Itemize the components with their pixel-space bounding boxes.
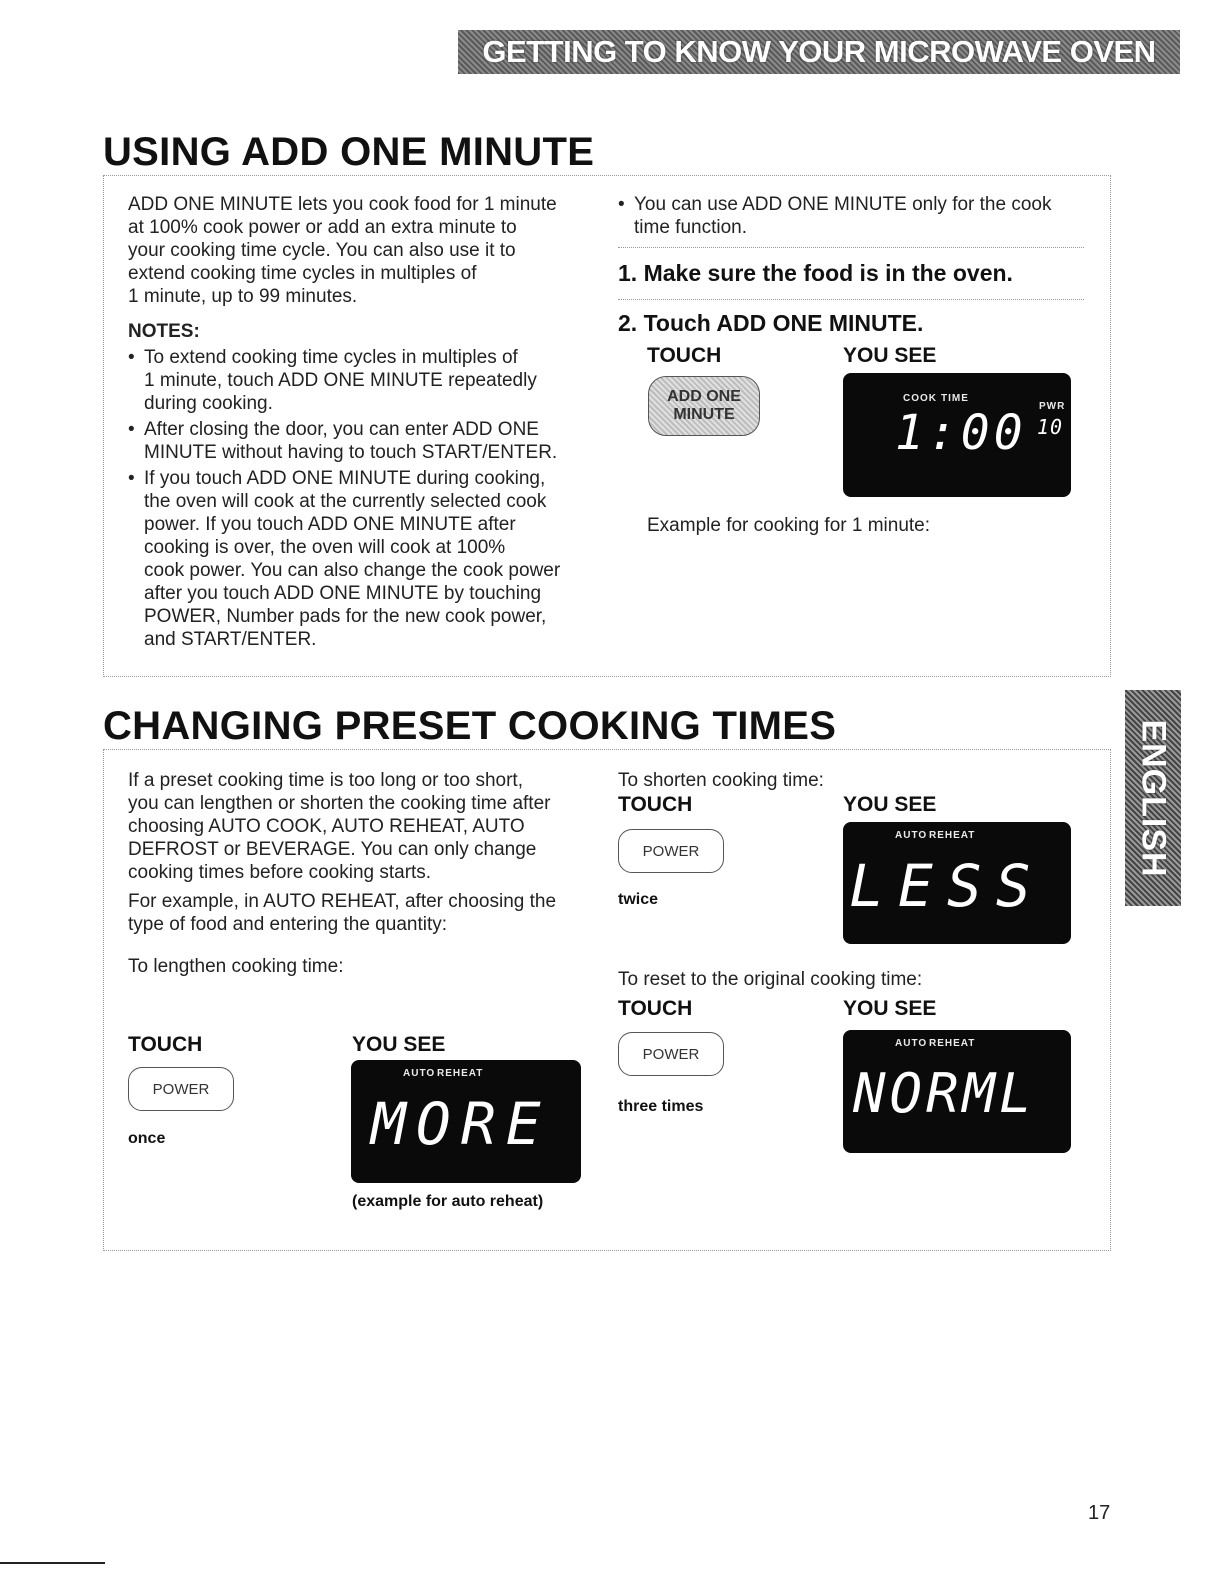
intro-line: 1 minute, up to 99 minutes. xyxy=(128,286,358,307)
display-auto-label: AUTO xyxy=(895,1038,928,1049)
intro-line: For example, in AUTO REHEAT, after choosing the xyxy=(128,891,557,912)
language-label: ENGLISH xyxy=(1134,718,1173,878)
display-time-label: TIME xyxy=(941,393,969,404)
note-line: power. If you touch ADD ONE MINUTE after xyxy=(144,514,516,535)
power-button[interactable] xyxy=(618,829,724,873)
power-button-label: POWER xyxy=(152,1080,210,1098)
step-1: 1. Make sure the food is in the oven. xyxy=(618,260,1013,286)
note-item xyxy=(128,418,598,464)
touch-label: TOUCH xyxy=(647,344,722,367)
preset-example-intro xyxy=(128,890,598,936)
note-line: the oven will cook at the currently selected cook xyxy=(144,491,547,512)
display-auto-label: AUTO xyxy=(895,830,928,841)
intro-line: choosing AUTO COOK, AUTO REHEAT, AUTO xyxy=(128,816,525,837)
once-caption: once xyxy=(128,1130,166,1147)
intro-line: If a preset cooking time is too long or too short, xyxy=(128,770,523,791)
display-less-value: LESS xyxy=(849,852,1045,920)
three-times-caption: three times xyxy=(618,1098,704,1115)
note-line: MINUTE without having to touch START/ENTER. xyxy=(144,442,558,463)
power-button[interactable] xyxy=(618,1032,724,1076)
lengthen-label: To lengthen cooking time: xyxy=(128,956,344,977)
note-line: during cooking. xyxy=(144,393,273,414)
you-see-label: YOU SEE xyxy=(843,344,937,367)
banner-title: GETTING TO KNOW YOUR MICROWAVE OVEN xyxy=(482,34,1156,69)
add-one-minute-intro xyxy=(128,193,598,308)
display-more xyxy=(351,1060,581,1183)
display-reheat-label: REHEAT xyxy=(437,1068,484,1079)
note-line: time function. xyxy=(634,217,747,238)
display-power-value: 10 xyxy=(1037,415,1064,439)
note-item xyxy=(128,467,598,651)
example-caption: (example for auto reheat) xyxy=(352,1193,544,1210)
display-normal xyxy=(843,1030,1071,1153)
add-one-minute-heading: USING ADD ONE MINUTE xyxy=(103,130,595,174)
language-side-tab xyxy=(1125,690,1181,906)
intro-line: at 100% cook power or add an extra minute to xyxy=(128,217,517,238)
example-text: Example for cooking for 1 minute: xyxy=(647,515,931,536)
note-line: 1 minute, touch ADD ONE MINUTE repeatedly xyxy=(144,370,537,391)
preset-heading: CHANGING PRESET COOKING TIMES xyxy=(103,704,837,748)
note-line: POWER, Number pads for the new cook power, xyxy=(144,606,547,627)
shorten-label: To shorten cooking time: xyxy=(618,770,824,791)
divider xyxy=(618,247,1084,248)
display-reheat-label: REHEAT xyxy=(929,830,976,841)
button-line: ADD ONE xyxy=(667,388,741,405)
intro-line: you can lengthen or shorten the cooking time after xyxy=(128,793,551,814)
add-one-minute-button[interactable] xyxy=(648,376,760,436)
note-line: • If you touch ADD ONE MINUTE during cooking, xyxy=(144,468,546,489)
note-line: • You can use ADD ONE MINUTE only for the cook xyxy=(634,194,1052,215)
display-reheat-label: REHEAT xyxy=(929,1038,976,1049)
intro-line: extend cooking time cycles in multiples of xyxy=(128,263,477,284)
note-line: after you touch ADD ONE MINUTE by touching xyxy=(144,583,542,604)
note-item xyxy=(128,346,598,415)
right-note-list xyxy=(618,193,1098,239)
display-time-value: 1:00 xyxy=(895,405,1027,461)
section-banner xyxy=(458,30,1180,74)
button-line: MINUTE xyxy=(673,406,735,423)
power-button-label: POWER xyxy=(642,842,700,860)
note-line: and START/ENTER. xyxy=(144,629,317,650)
reset-label: To reset to the original cooking time: xyxy=(618,969,923,990)
display-less xyxy=(843,822,1071,944)
right-note-item xyxy=(618,193,1098,239)
step-2: 2. Touch ADD ONE MINUTE. xyxy=(618,310,924,336)
notes-heading: NOTES: xyxy=(128,321,200,342)
power-button-label: POWER xyxy=(642,1045,700,1063)
note-line: • To extend cooking time cycles in multiples of xyxy=(144,347,518,368)
intro-line: cooking times before cooking starts. xyxy=(128,862,432,883)
display-auto-label: AUTO xyxy=(403,1068,436,1079)
power-button[interactable] xyxy=(128,1067,234,1111)
display-cook-label: COOK xyxy=(903,393,937,404)
you-see-label: YOU SEE xyxy=(843,793,937,816)
touch-label: TOUCH xyxy=(618,997,693,1020)
intro-line: type of food and entering the quantity: xyxy=(128,914,448,935)
intro-line: DEFROST or BEVERAGE. You can only change xyxy=(128,839,537,860)
display-cook-time xyxy=(843,373,1071,497)
touch-label: TOUCH xyxy=(128,1033,203,1056)
divider xyxy=(618,299,1084,300)
twice-caption: twice xyxy=(618,891,659,908)
footer-rule xyxy=(0,1562,105,1564)
preset-intro xyxy=(128,769,598,884)
display-pwr-label: PWR xyxy=(1039,401,1066,412)
display-normal-value: NORML xyxy=(853,1062,1036,1125)
you-see-label: YOU SEE xyxy=(352,1033,446,1056)
display-more-value: MORE xyxy=(371,1090,551,1158)
intro-line: your cooking time cycle. You can also use it to xyxy=(128,240,516,261)
intro-line: ADD ONE MINUTE lets you cook food for 1 minute xyxy=(128,194,557,215)
notes-list xyxy=(128,346,598,651)
page-number: 17 xyxy=(1088,1502,1111,1524)
note-line: cooking is over, the oven will cook at 100% xyxy=(144,537,506,558)
touch-label: TOUCH xyxy=(618,793,693,816)
note-line: • After closing the door, you can enter ADD ONE xyxy=(144,419,539,440)
note-line: cook power. You can also change the cook power xyxy=(144,560,561,581)
you-see-label: YOU SEE xyxy=(843,997,937,1020)
